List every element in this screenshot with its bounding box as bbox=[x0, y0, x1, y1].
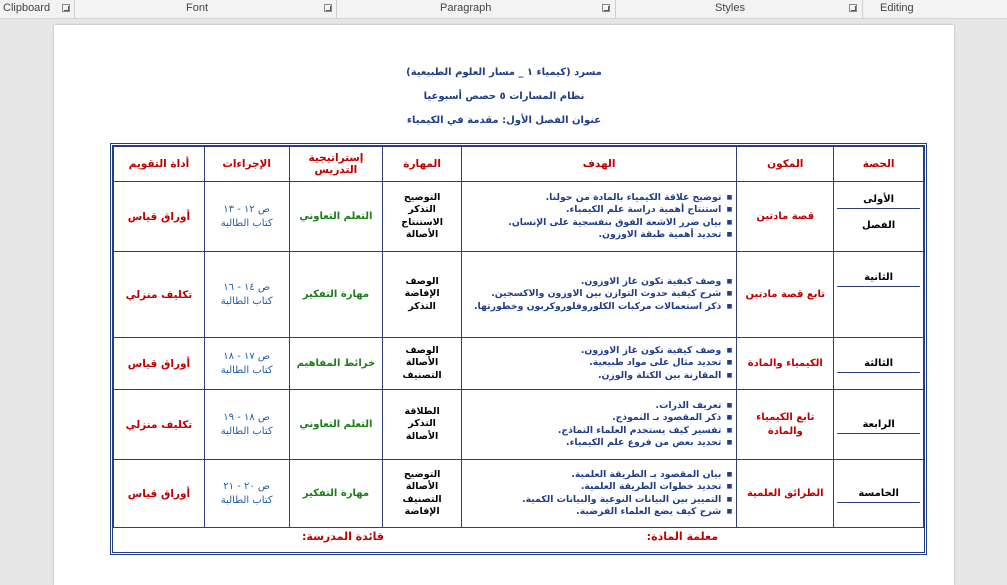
table-row bbox=[114, 182, 924, 252]
skills-cell bbox=[383, 460, 462, 528]
goals-cell bbox=[461, 182, 736, 252]
skills-cell bbox=[383, 252, 462, 338]
skill-item: الوصف bbox=[405, 275, 439, 287]
book-name: كتاب الطالبة bbox=[220, 295, 273, 307]
component-cell: الكيمياء والمادة bbox=[737, 338, 834, 390]
header-session: الحصة bbox=[834, 147, 924, 182]
goals-cell bbox=[461, 338, 736, 390]
ribbon-group-labels bbox=[0, 0, 1007, 19]
evaluation-cell: تكليف منزلي bbox=[114, 252, 205, 338]
teacher-signature-label: معلمة المادة: bbox=[646, 530, 718, 543]
goal-item: ■ شرح كيف يضع العلماء الفرضية. bbox=[465, 506, 721, 519]
goal-item: ■ ذكر استعمالات مركبات الكلوروفلوروكربون وخطورتها. bbox=[465, 301, 721, 314]
goal-item: ■ شرح كيفية حدوث التوازن بين الاوزون والاكسجين. bbox=[465, 288, 721, 301]
book-name: كتاب الطالبة bbox=[220, 364, 273, 376]
chapter-title: عنوان الفصل الأول: مقدمة في الكيمياء bbox=[406, 115, 602, 126]
goal-item: ■ استنتاج أهمية دراسة علم الكيمياء. bbox=[465, 204, 721, 217]
goal-item: ■ وصف كيفية تكون غاز الاوزون. bbox=[465, 345, 721, 358]
page-range: ص ١٧ - ١٨ bbox=[223, 350, 271, 362]
styles-dialog-launcher-icon[interactable] bbox=[849, 4, 857, 12]
skill-item: الوصف bbox=[405, 344, 439, 356]
header-goal: الهدف bbox=[461, 147, 736, 182]
page-range: ص ١٤ - ١٦ bbox=[223, 281, 271, 293]
session-cell bbox=[834, 390, 924, 460]
evaluation-cell: أوراق قياس bbox=[114, 460, 205, 528]
session-cell bbox=[834, 460, 924, 528]
strategy-cell: خرائط المفاهيم bbox=[289, 338, 383, 390]
skills-cell bbox=[383, 390, 462, 460]
session-label: الثالثة bbox=[837, 355, 920, 373]
ribbon-group-label: Clipboard bbox=[3, 2, 51, 14]
session-cell bbox=[834, 338, 924, 390]
ribbon-group-styles bbox=[615, 0, 863, 18]
goal-item: ■ بيان المقصود بـ الطريقة العلمية. bbox=[465, 469, 721, 482]
page-range: ص ١٢ - ١٣ bbox=[223, 203, 271, 215]
strategy-cell: مهارة التفكير bbox=[289, 252, 383, 338]
goal-item: ■ بيان ضرر الاشعة الفوق بنفسجية على الإنسان. bbox=[465, 217, 721, 230]
ribbon-group-clipboard bbox=[0, 0, 75, 18]
component-cell: تابع قصة مادتين bbox=[737, 252, 834, 338]
table-header-row bbox=[114, 147, 924, 182]
goal-item: ■ تفسير كيف يستخدم العلماء النماذج. bbox=[465, 425, 721, 438]
font-dialog-launcher-icon[interactable] bbox=[324, 4, 332, 12]
goals-cell bbox=[461, 390, 736, 460]
component-cell: الطرائق العلمية bbox=[737, 460, 834, 528]
goal-item: ■ تحديد أهمية طبقة الاوزون. bbox=[465, 229, 721, 242]
skill-item: التصنيف bbox=[402, 369, 442, 381]
header-skill: المهارة bbox=[383, 147, 462, 182]
session-label: الثانية bbox=[837, 269, 920, 287]
procedures-cell bbox=[204, 252, 289, 338]
goal-item: ■ وصف كيفية تكون غاز الاوزون. bbox=[465, 276, 721, 289]
skills-cell bbox=[383, 182, 462, 252]
goal-item: ■ المقارنة بين الكتلة والوزن. bbox=[465, 370, 721, 383]
skill-item: الإفاضة bbox=[404, 506, 440, 517]
table-row bbox=[114, 460, 924, 528]
ribbon-group-label: Editing bbox=[880, 2, 914, 14]
skill-item: التذكر bbox=[408, 300, 436, 312]
skill-item: التوضيح bbox=[403, 468, 441, 480]
book-name: كتاب الطالبة bbox=[220, 494, 273, 506]
evaluation-cell: تكليف منزلي bbox=[114, 390, 205, 460]
lesson-plan-table bbox=[113, 146, 924, 528]
skill-item: التوضيح bbox=[403, 191, 441, 203]
session-cell bbox=[834, 252, 924, 338]
page-range: ص ٢٠ - ٢١ bbox=[223, 480, 271, 492]
skill-item: الأصالة bbox=[405, 229, 439, 240]
strategy-cell: مهارة التفكير bbox=[289, 460, 383, 528]
component-cell: تابع الكيمياء والمادة bbox=[737, 390, 834, 460]
goal-item: ■ تعريف الذرات. bbox=[465, 400, 721, 413]
ribbon-group-label: Styles bbox=[715, 2, 745, 14]
page-range: ص ١٨ - ١٩ bbox=[223, 411, 271, 423]
paragraph-dialog-launcher-icon[interactable] bbox=[602, 4, 610, 12]
skill-item: الإفاضة bbox=[404, 288, 440, 300]
document-subtitle: نظام المسارات ٥ حصص أسبوعيا bbox=[423, 91, 585, 102]
session-label: الأولى bbox=[837, 191, 920, 209]
procedures-cell bbox=[204, 460, 289, 528]
goal-item: ■ ذكر المقصود بـ النموذج. bbox=[465, 412, 721, 425]
skill-item: التذكر bbox=[408, 204, 436, 215]
goal-item: ■ توضيح علاقة الكيمياء بالمادة من حولنا. bbox=[465, 192, 721, 205]
strategy-cell: التعلم التعاوني bbox=[289, 182, 383, 252]
header-component: المكون bbox=[737, 147, 834, 182]
evaluation-cell: أوراق قياس bbox=[114, 182, 205, 252]
skill-item: التصنيف bbox=[402, 493, 442, 505]
goals-cell bbox=[461, 252, 736, 338]
procedures-cell bbox=[204, 338, 289, 390]
table-row bbox=[114, 338, 924, 390]
table-row bbox=[114, 252, 924, 338]
session-cell bbox=[834, 182, 924, 252]
document-page[interactable] bbox=[54, 25, 954, 585]
skill-item: الأصالة bbox=[405, 357, 439, 369]
session-label: الرابعة bbox=[837, 416, 920, 434]
ribbon-group-label: Paragraph bbox=[440, 2, 492, 14]
skill-item: الأصالة bbox=[405, 430, 439, 442]
table-row bbox=[114, 390, 924, 460]
document-title: مسرد (كيمياء ١ _ مسار العلوم الطبيعية) bbox=[406, 67, 602, 78]
clipboard-dialog-launcher-icon[interactable] bbox=[62, 4, 70, 12]
ribbon-group-paragraph bbox=[336, 0, 616, 18]
component-cell: قصة مادتين bbox=[737, 182, 834, 252]
skill-item: الاستنتاج bbox=[401, 216, 443, 228]
book-name: كتاب الطالبة bbox=[220, 217, 273, 229]
skills-cell bbox=[383, 338, 462, 390]
goals-cell bbox=[461, 460, 736, 528]
skill-item: الطلاقة bbox=[404, 405, 440, 417]
header-procedures: الإجراءات bbox=[204, 147, 289, 182]
ribbon-group-font bbox=[74, 0, 337, 18]
procedures-cell bbox=[204, 182, 289, 252]
header-strategy: إستراتيجية التدريس bbox=[289, 147, 383, 182]
skill-item: الأصالة bbox=[405, 481, 439, 492]
skill-item: التذكر bbox=[408, 418, 436, 430]
session-sublabel bbox=[837, 287, 920, 321]
strategy-cell: التعلم التعاوني bbox=[289, 390, 383, 460]
session-label: الخامسة bbox=[837, 485, 920, 503]
header-evaluation: أداة التقويم bbox=[114, 147, 205, 182]
goal-item: ■ التمييز بين البيانات النوعية والبيانات الكمية. bbox=[465, 494, 721, 507]
principal-signature-label: قائدة المدرسة: bbox=[302, 530, 384, 543]
procedures-cell bbox=[204, 390, 289, 460]
ribbon-group-editing bbox=[862, 0, 1007, 18]
goal-item: ■ تحديد بعض من فروع علم الكيمياء. bbox=[465, 437, 721, 450]
ribbon-group-label: Font bbox=[186, 2, 209, 14]
evaluation-cell: أوراق قياس bbox=[114, 338, 205, 390]
goal-item: ■ تحديد مثال على مواد طبيعية. bbox=[465, 357, 721, 370]
book-name: كتاب الطالبة bbox=[220, 425, 273, 437]
session-sublabel: الفصل bbox=[862, 219, 896, 231]
goal-item: ■ تحديد خطوات الطريقة العلمية. bbox=[465, 481, 721, 494]
